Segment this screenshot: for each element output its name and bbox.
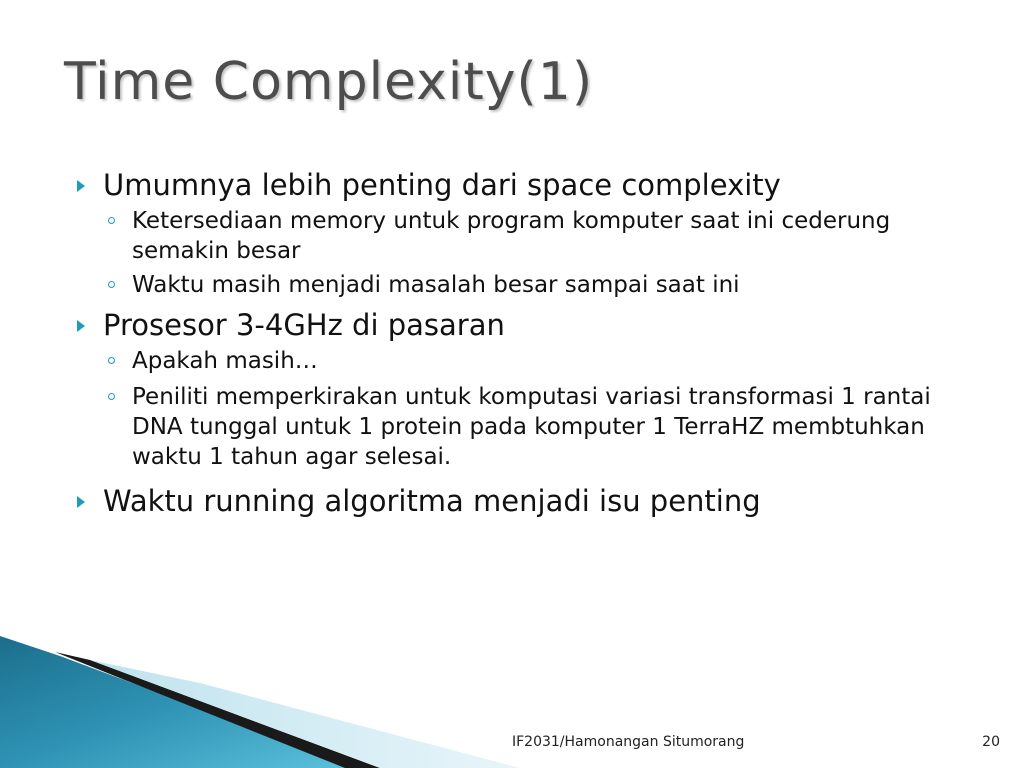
page-number: 20 [982, 734, 1000, 750]
bullet-level1 [74, 308, 934, 342]
sub-bullet-text: Ketersediaan memory untuk program komputer saat ini cederung semakin besar [132, 208, 891, 264]
hollow-circle-icon [108, 393, 115, 400]
bullet-text: Waktu running algoritma menjadi isu penting [103, 484, 761, 518]
bullet-level2 [132, 206, 934, 266]
triangle-right-icon [77, 320, 85, 332]
bullet-level1 [74, 484, 934, 518]
bullet-level1 [74, 168, 934, 202]
sub-bullet-text: Apakah masih… [132, 348, 318, 374]
bullet-level2 [132, 382, 934, 472]
triangle-right-icon [77, 496, 85, 508]
triangle-right-icon [77, 180, 85, 192]
sub-bullet-text: Peniliti memperkirakan untuk komputasi variasi transformasi 1 rantai DNA tunggal untuk 1 protein pada komputer 1 TerraHZ membtuhkan waktu 1 tahun agar selesai. [132, 384, 931, 470]
bullet-level2 [132, 270, 934, 300]
hollow-circle-icon [108, 217, 115, 224]
bullet-text: Umumnya lebih penting dari space complexity [103, 168, 781, 202]
hollow-circle-icon [108, 281, 115, 288]
bullet-level2 [132, 346, 934, 376]
footer-text: IF2031/Hamonangan Situmorang [512, 734, 745, 750]
bullet-text: Prosesor 3-4GHz di pasaran [103, 308, 505, 342]
hollow-circle-icon [108, 357, 115, 364]
sub-bullet-text: Waktu masih menjadi masalah besar sampai saat ini [132, 272, 740, 298]
slide-title: Time Complexity(1) [64, 52, 594, 112]
slide-content [74, 168, 934, 518]
